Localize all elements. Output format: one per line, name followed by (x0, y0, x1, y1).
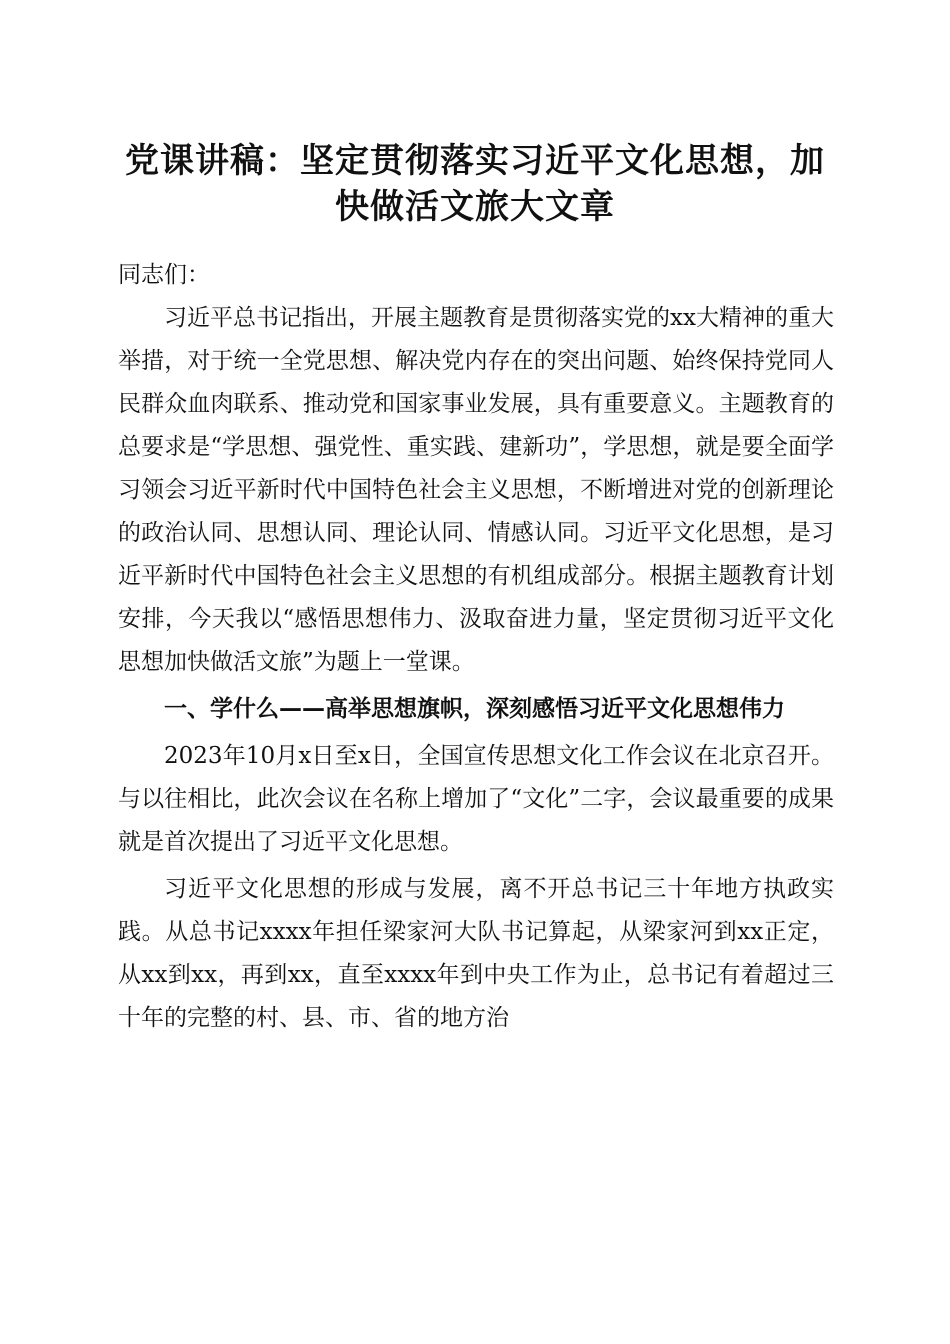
section-heading-1: 一、学什么——高举思想旗帜，深刻感悟习近平文化思想伟力 (164, 696, 785, 722)
title-line-2: 快做活文旅大文章 (335, 187, 615, 227)
intro-paragraph: 习近平总书记指出，开展主题教育是贯彻落实党的xx大精神的重大举措，对于统一全党思想、解决党内存在的突出问题、始终保持党同人民群众血肉联系、推动党和国家事业发展，具有重要意义。主题教育的总要求是“学思想、强党性、重实践、建新功”，学思想，就是要全面学习领会习近平新时代中国特色社会主义思想，不断增进对党的创新理论的政治认同、思想认同、理论认同、情感认同。习近平文化思想，是习近平新时代中国特色社会主义思想的有机组成部分。根据主题教育计划安排，今天我以“感悟思想伟力、汲取奋进力量，坚定贯彻习近平文化思想加快做活文旅”为题上一堂课。 (118, 305, 834, 675)
section-1-paragraph-2: 习近平文化思想的形成与发展，离不开总书记三十年地方执政实践。从总书记xxxx年担任梁家河大队书记算起，从梁家河到xx正定，从xx到xx，再到xx，直至xxxx年到中央工作为止，总书记有着超过三十年的完整的村、县、市、省的地方治 (118, 876, 834, 1031)
title-line-1: 党课讲稿：坚定贯彻落实习近平文化思想，加 (125, 141, 825, 181)
section-1-paragraph-1: 2023年10月x日至x日，全国宣传思想文化工作会议在北京召开。与以往相比，此次会议在名称上增加了“文化”二字，会议最重要的成果就是首次提出了习近平文化思想。 (118, 743, 834, 855)
document-title (100, 138, 850, 230)
document-body (118, 254, 834, 1040)
salutation: 同志们： (118, 262, 210, 288)
